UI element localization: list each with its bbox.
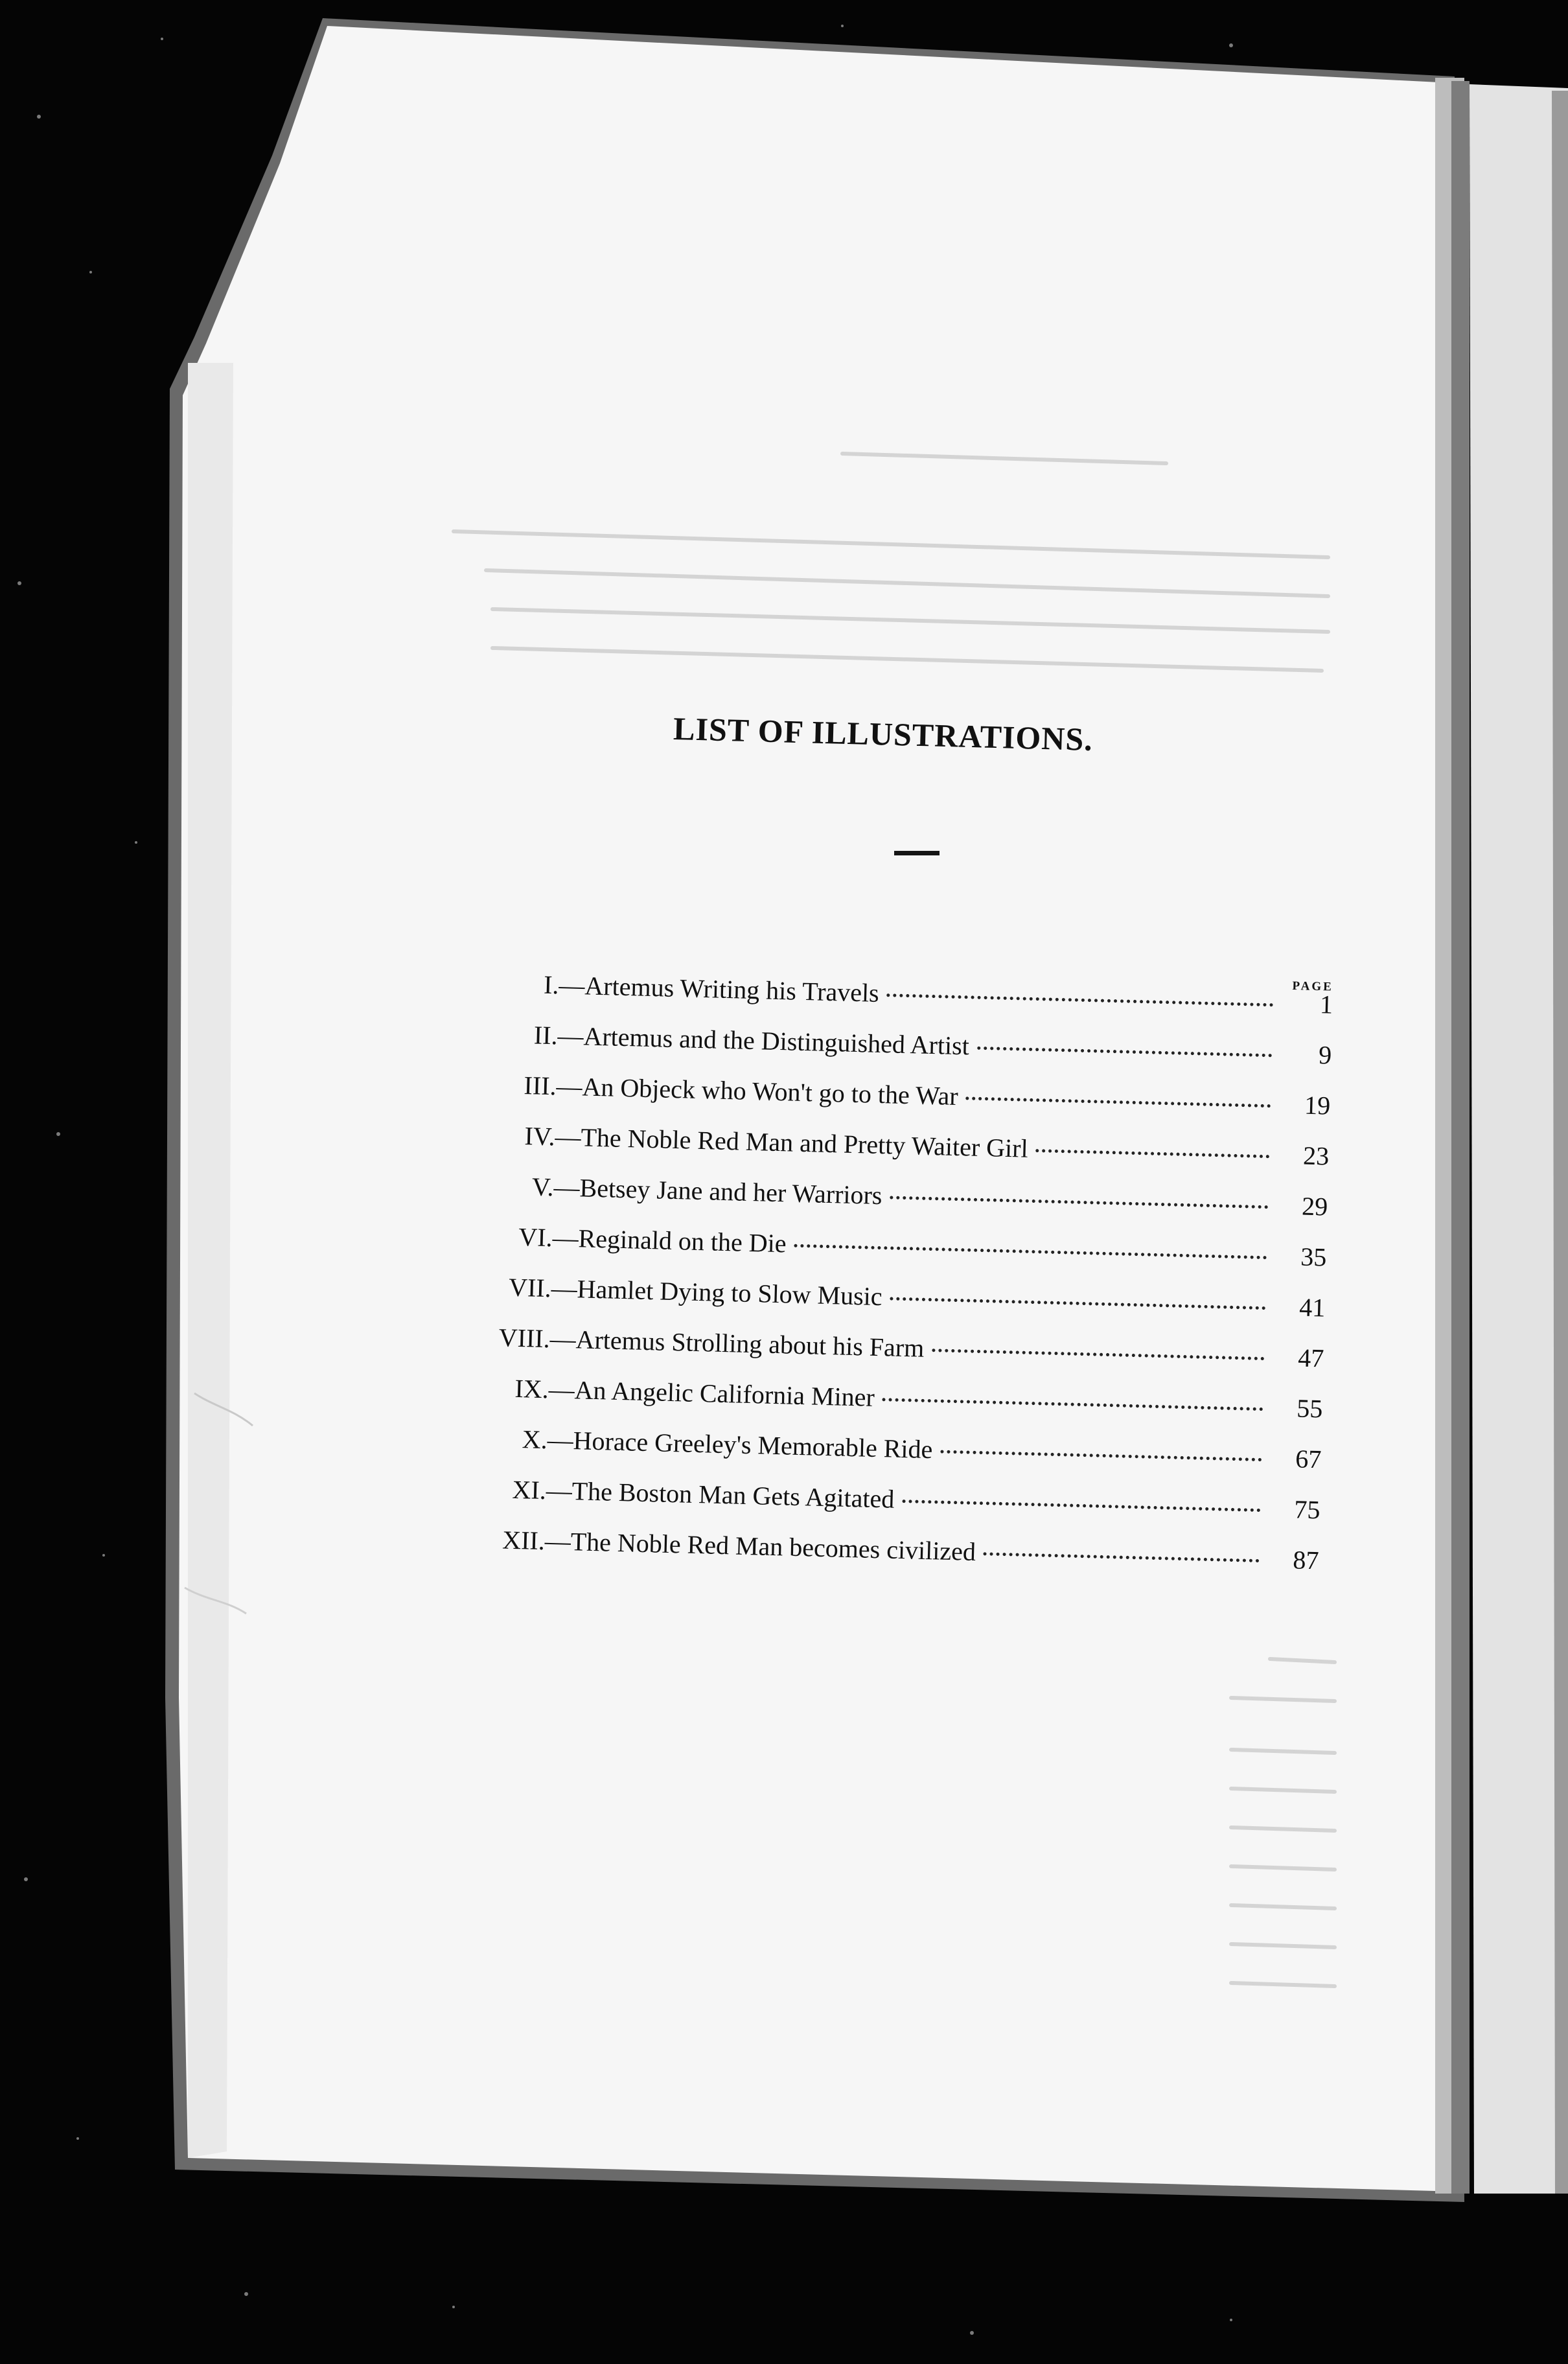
entry-separator: — (556, 1071, 583, 1102)
dot-leader (940, 1450, 1262, 1462)
entry-page-number: 19 (1304, 1090, 1331, 1120)
page-column-label: PAGE (1292, 979, 1334, 994)
page-heading: LIST OF ILLUSTRATIONS. (673, 710, 1094, 758)
entry-rows (430, 967, 1333, 1595)
entry-separator: — (557, 1021, 584, 1051)
entry-numeral: IX. (514, 1373, 549, 1404)
entry-title: Betsey Jane and her Warriors (579, 1173, 883, 1211)
dot-leader (1036, 1149, 1270, 1158)
entry-separator: — (547, 1425, 574, 1455)
dot-leader (932, 1349, 1264, 1360)
entry-separator: — (553, 1172, 581, 1203)
entry-numeral: XII. (502, 1525, 546, 1556)
entry-page-number: 23 (1302, 1141, 1330, 1171)
entry-title: Artemus Strolling about his Farm (575, 1325, 925, 1363)
entry-numeral: I. (543, 969, 560, 1000)
entry-separator: — (552, 1223, 579, 1253)
entry-page-number: 87 (1292, 1545, 1320, 1575)
entry-separator: — (544, 1526, 571, 1557)
entry-numeral: X. (522, 1424, 548, 1455)
entry-page-number: 29 (1301, 1191, 1328, 1222)
dot-leader (890, 1196, 1268, 1209)
dot-leader (794, 1244, 1267, 1259)
dot-leader (887, 993, 1274, 1006)
entry-page-number: 47 (1297, 1343, 1324, 1373)
dot-leader (984, 1552, 1260, 1562)
dot-leader (977, 1047, 1272, 1058)
entry-page-number: 67 (1295, 1444, 1322, 1474)
entry-separator: — (555, 1122, 582, 1152)
entry-numeral: XI. (512, 1474, 547, 1505)
entry-title: An Angelic California Miner (574, 1375, 875, 1412)
entry-title: Hamlet Dying to Slow Music (577, 1274, 883, 1312)
entry-numeral: II. (533, 1020, 559, 1050)
heading-rule (894, 851, 940, 855)
entry-numeral: III. (524, 1071, 557, 1101)
entry-title: The Boston Man Gets Agitated (571, 1476, 895, 1514)
entry-title: Horace Greeley's Memorable Ride (573, 1426, 933, 1465)
entry-page-number: 9 (1318, 1040, 1332, 1070)
entry-title: The Noble Red Man becomes civilized (570, 1527, 976, 1566)
entry-title: Reginald on the Die (578, 1223, 787, 1258)
dot-leader (890, 1297, 1265, 1310)
entry-title: An Objeck who Won't go to the War (581, 1072, 959, 1111)
dot-leader (966, 1096, 1271, 1107)
entry-numeral: IV. (524, 1121, 556, 1152)
dot-leader (882, 1398, 1263, 1411)
entry-separator: — (546, 1476, 573, 1506)
entry-separator: — (551, 1273, 578, 1304)
entry-numeral: V. (531, 1172, 555, 1202)
entry-numeral: VI. (518, 1222, 553, 1253)
entry-separator: — (549, 1324, 577, 1354)
entry-page-number: 1 (1319, 990, 1333, 1019)
entry-numeral: VIII. (498, 1323, 551, 1354)
entry-title: The Noble Red Man and Pretty Waiter Girl (581, 1122, 1029, 1163)
entry-page-number: 55 (1296, 1393, 1323, 1424)
dot-leader (902, 1500, 1260, 1512)
entry-page-number: 75 (1293, 1494, 1320, 1525)
entry-title: Artemus Writing his Travels (584, 971, 880, 1008)
entry-numeral: VII. (508, 1272, 552, 1303)
entry-page-number: 41 (1298, 1292, 1326, 1323)
entry-separator: — (548, 1374, 575, 1405)
entry-page-number: 35 (1300, 1242, 1327, 1272)
entry-title: Artemus and the Distinguished Artist (582, 1021, 970, 1061)
entry-separator: — (558, 970, 586, 1001)
